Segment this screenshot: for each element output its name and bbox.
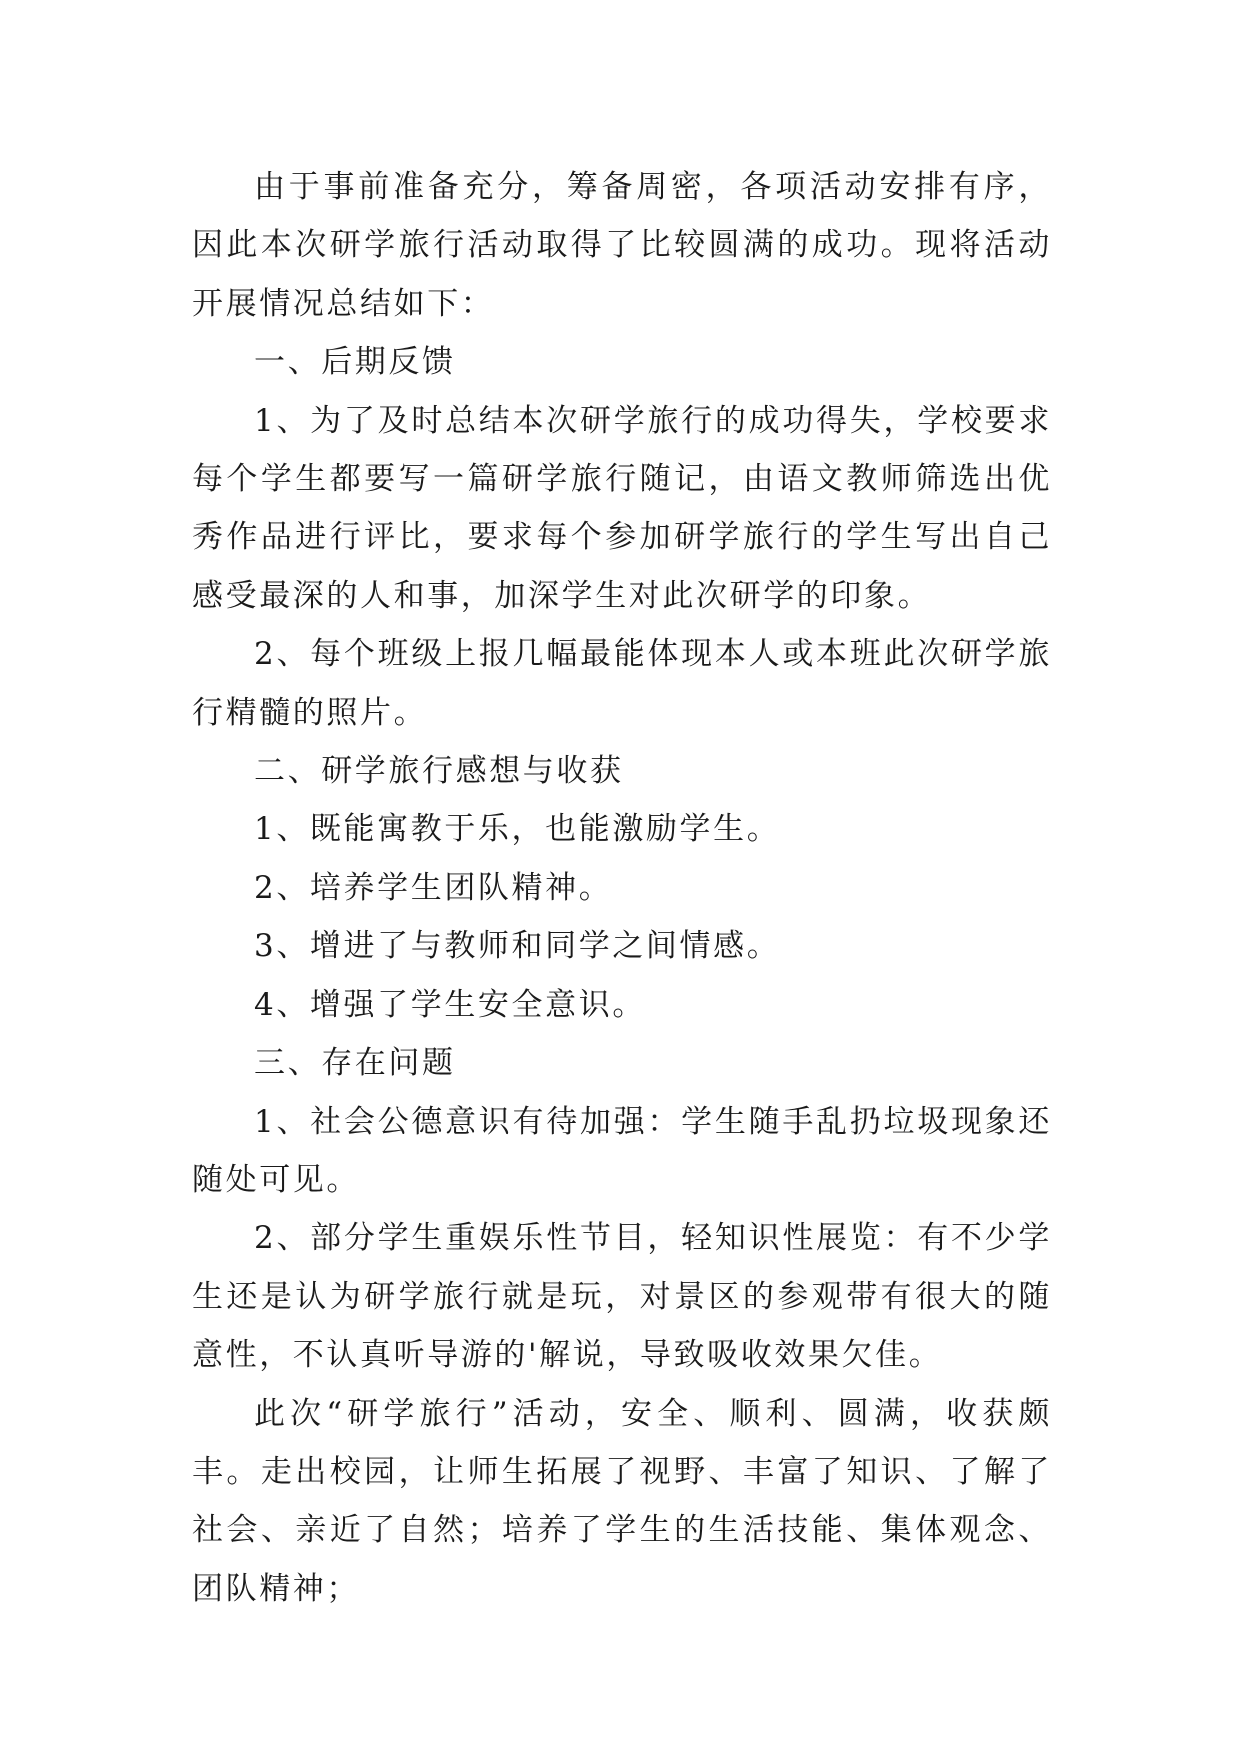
feedback-item-2: 2、每个班级上报几幅最能体现本人或本班此次研学旅行精髓的照片。 [192,636,1052,731]
problems-item-1: 1、社会公德意识有待加强：学生随手乱扔垃圾现象还随处可见。 [192,1103,1052,1198]
document-body [192,158,1052,1618]
feedback-item-1: 1、为了及时总结本次研学旅行的成功得失，学校要求每个学生都要写一篇研学旅行随记，由语文教师筛选出优秀作品进行评比，要求每个参加研学旅行的学生写出自己感受最深的人和事，加深学生对此次研学的印象。 [192,402,1052,614]
paragraph-intro: 由于事前准备充分，筹备周密，各项活动安排有序，因此本次研学旅行活动取得了比较圆满的成功。现将活动开展情况总结如下： [192,169,1052,322]
gains-item-1: 1、既能寓教于乐，也能激励学生。 [254,811,781,848]
paragraph-conclusion: 此次“研学旅行”活动，安全、顺利、圆满，收获颇丰。走出校园，让师生拓展了视野、丰富了知识、了解了社会、亲近了自然；培养了学生的生活技能、集体观念、团队精神； [192,1395,1052,1607]
gains-item-4: 4、增强了学生安全意识。 [254,986,646,1023]
gains-item-3: 3、增进了与教师和同学之间情感。 [254,928,781,965]
section-heading-problems: 三、存在问题 [254,1045,456,1082]
gains-item-2: 2、培养学生团队精神。 [254,869,613,906]
section-heading-feedback: 一、后期反馈 [254,344,456,381]
problems-item-2: 2、部分学生重娱乐性节目，轻知识性展览：有不少学生还是认为研学旅行就是玩，对景区的参观带有很大的随意性，不认真听导游的'解说，导致吸收效果欠佳。 [192,1220,1052,1374]
section-heading-gains: 二、研学旅行感想与收获 [254,753,624,790]
